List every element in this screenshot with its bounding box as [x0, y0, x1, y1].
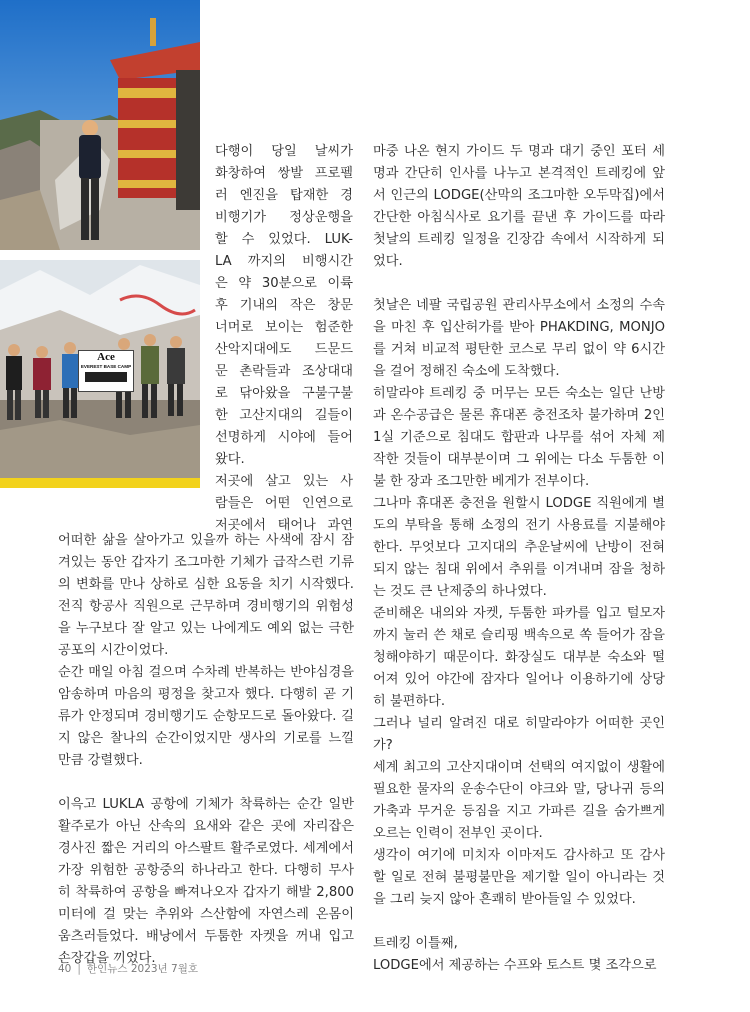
article-left-bottom-column — [58, 530, 354, 970]
sign-title: EVEREST BASE CAMP — [80, 364, 132, 369]
sign-brand: Ace — [97, 351, 115, 363]
text-line: 저곳에 살고 있는 사 — [215, 474, 353, 489]
text-line: 너머로 보이는 험준한 — [215, 320, 353, 335]
text-line: 저곳에서 태어나 과연 — [215, 518, 353, 533]
paragraph: LODGE에서 제공하는 수프와 토스트 몇 조각으로 — [373, 958, 657, 973]
text-line: 람들은 어떤 인연으로 — [215, 496, 353, 511]
article-right-column — [373, 141, 665, 977]
paragraph: 그러나 널리 알려진 대로 히말라야가 어떠한 곳인가? — [373, 716, 665, 753]
paragraph: 마중 나온 현지 가이드 두 명과 대기 중인 포터 세 명과 간단히 인사를 나누고 본격적인 트레킹에 앞서 인근의 LODGE(산막의 조그마한 오두막집)에서 간단한 아침식사로 요기를 끝낸 후 가이드를 따라 첫날의 트레킹 일정을 긴장감 속에서 시작하게 되었다. — [373, 144, 665, 269]
paragraph: 이윽고 LUKLA 공항에 기체가 착륙하는 순간 일반 활주로가 아닌 산속의 요새와 같은 곳에 자리잡은 경사진 짧은 거리의 아스팔트 활주로였다. 세계에서 가장 위험한 공항중의 하나라고 한다. 다행히 무사히 착륙하여 공항을 빠져나오자 갑자기 해발 2,800미터에 걸 맞는 추위와 스산함에 자연스레 온몸이 움츠러들었다. 배낭에서 두툼한 자켓을 꺼내 입고 손장갑을 끼었다. — [58, 797, 354, 966]
paragraph: 트레킹 이틀째, — [373, 936, 458, 951]
publication-name: 한인뉴스 2023년 7월호 — [86, 963, 198, 975]
text-line: LA 까지의 비행시간 — [215, 254, 353, 269]
paragraph: 세계 최고의 고산지대이며 선택의 여지없이 생활에 필요한 물자의 운송수단이 야크와 말, 당나귀 등의 가축과 무거운 등짐을 지고 가파른 길을 숨가쁘게 오르는 인력이 전부인 곳이다. — [373, 760, 665, 841]
page-number: 40 — [58, 963, 72, 975]
text-line: 문 촌락들과 조상대대 — [215, 364, 353, 379]
base-camp-sign — [78, 350, 134, 392]
text-line: 러 엔진을 탑재한 경 — [215, 188, 353, 203]
paragraph: 그나마 휴대폰 충전을 원할시 LODGE 직원에게 별도의 부탁을 통해 소정의 전기 사용료를 지불해야 한다. 무엇보다 고지대의 추운날씨에 난방이 전혀 되지 않는 침대 위에서 추위를 이겨내며 잠을 청하는 것도 큰 난제중의 하나였다. — [373, 496, 665, 599]
text-line: 다행이 당일 날씨가 — [215, 144, 353, 159]
text-line: 비행기가 정상운행을 — [215, 210, 353, 225]
paragraph: 순간 매일 아침 걸으며 수차례 반복하는 반야심경을 암송하며 마음의 평정을 찾고자 했다. 다행히 곧 기류가 안정되며 경비행기도 순항모드로 돌아왔다. 길지 않은 찰나의 순간이었지만 생사의 기로를 느낄 만큼 강렬했다. — [58, 665, 354, 768]
paragraph: 어떠한 삶을 살아가고 있을까 하는 사색에 잠시 잠겨있는 동안 갑자기 조그마한 기체가 급작스런 기류의 변화를 만나 상하로 심한 요동을 치기 시작했다. 전직 항공사 직원으로 근무하며 경비행기의 위험성을 누구보다 잘 알고 있는 나에게도 예외 없는 극한 공포의 시간이었다. — [58, 533, 354, 658]
text-line: 산악지대에도 드문드 — [215, 342, 353, 357]
text-line: 할 수 있었다. LUK- — [215, 232, 353, 247]
paragraph: 생각이 여기에 미치자 이마저도 감사하고 또 감사할 일로 전혀 불평불만을 제기할 일이 아니라는 것을 그리 늦지 않아 흔쾌히 받아들일 수 있었다. — [373, 848, 665, 907]
text-line: 왔다. — [215, 452, 245, 467]
text-line: 선명하게 시야에 들어 — [215, 430, 353, 445]
sign-banner — [85, 372, 127, 382]
text-line: 은 약 30분으로 이륙 — [215, 276, 353, 291]
text-line: 로 닦아왔을 구불구불 — [215, 386, 353, 401]
text-line: 한 고산지대의 길들이 — [215, 408, 353, 423]
text-line: 후 기내의 작은 창문 — [215, 298, 353, 313]
accent-band — [0, 478, 200, 488]
page-footer — [58, 961, 198, 976]
footer-separator: | — [77, 963, 81, 975]
photo-base-camp-group — [0, 260, 200, 480]
paragraph: 준비해온 내의와 자켓, 두툼한 파카를 입고 털모자까지 눌러 쓴 채로 슬리핑 백속으로 쏙 들어가 잠을 청해야하기 때문이다. 화장실도 대부분 숙소와 떨어져 있어 야간에 잠자다 일어나 이용하기에 상당히 불편하다. — [373, 606, 665, 709]
paragraph: 첫날은 네팔 국립공원 관리사무소에서 소정의 수속을 마친 후 입산허가를 받아 PHAKDING, MONJO를 거쳐 비교적 평탄한 코스로 무리 없이 약 6시간을 걸어 정해진 숙소에 도착했다. — [373, 298, 665, 379]
text-line: 화창하여 쌍발 프로펠 — [215, 166, 353, 181]
article-left-top-column — [215, 141, 353, 537]
photo-prayer-wheel — [0, 0, 200, 250]
paragraph: 히말라야 트레킹 중 머무는 모든 숙소는 일단 난방과 온수공급은 물론 휴대폰 충전조차 불가하며 2인 1실 기준으로 침대도 합판과 나무를 섞어 자체 제작한 것들이 대부분이며 그 위에는 다소 두툼한 이불 한 장과 조그만한 베게가 전부이다. — [373, 386, 665, 489]
